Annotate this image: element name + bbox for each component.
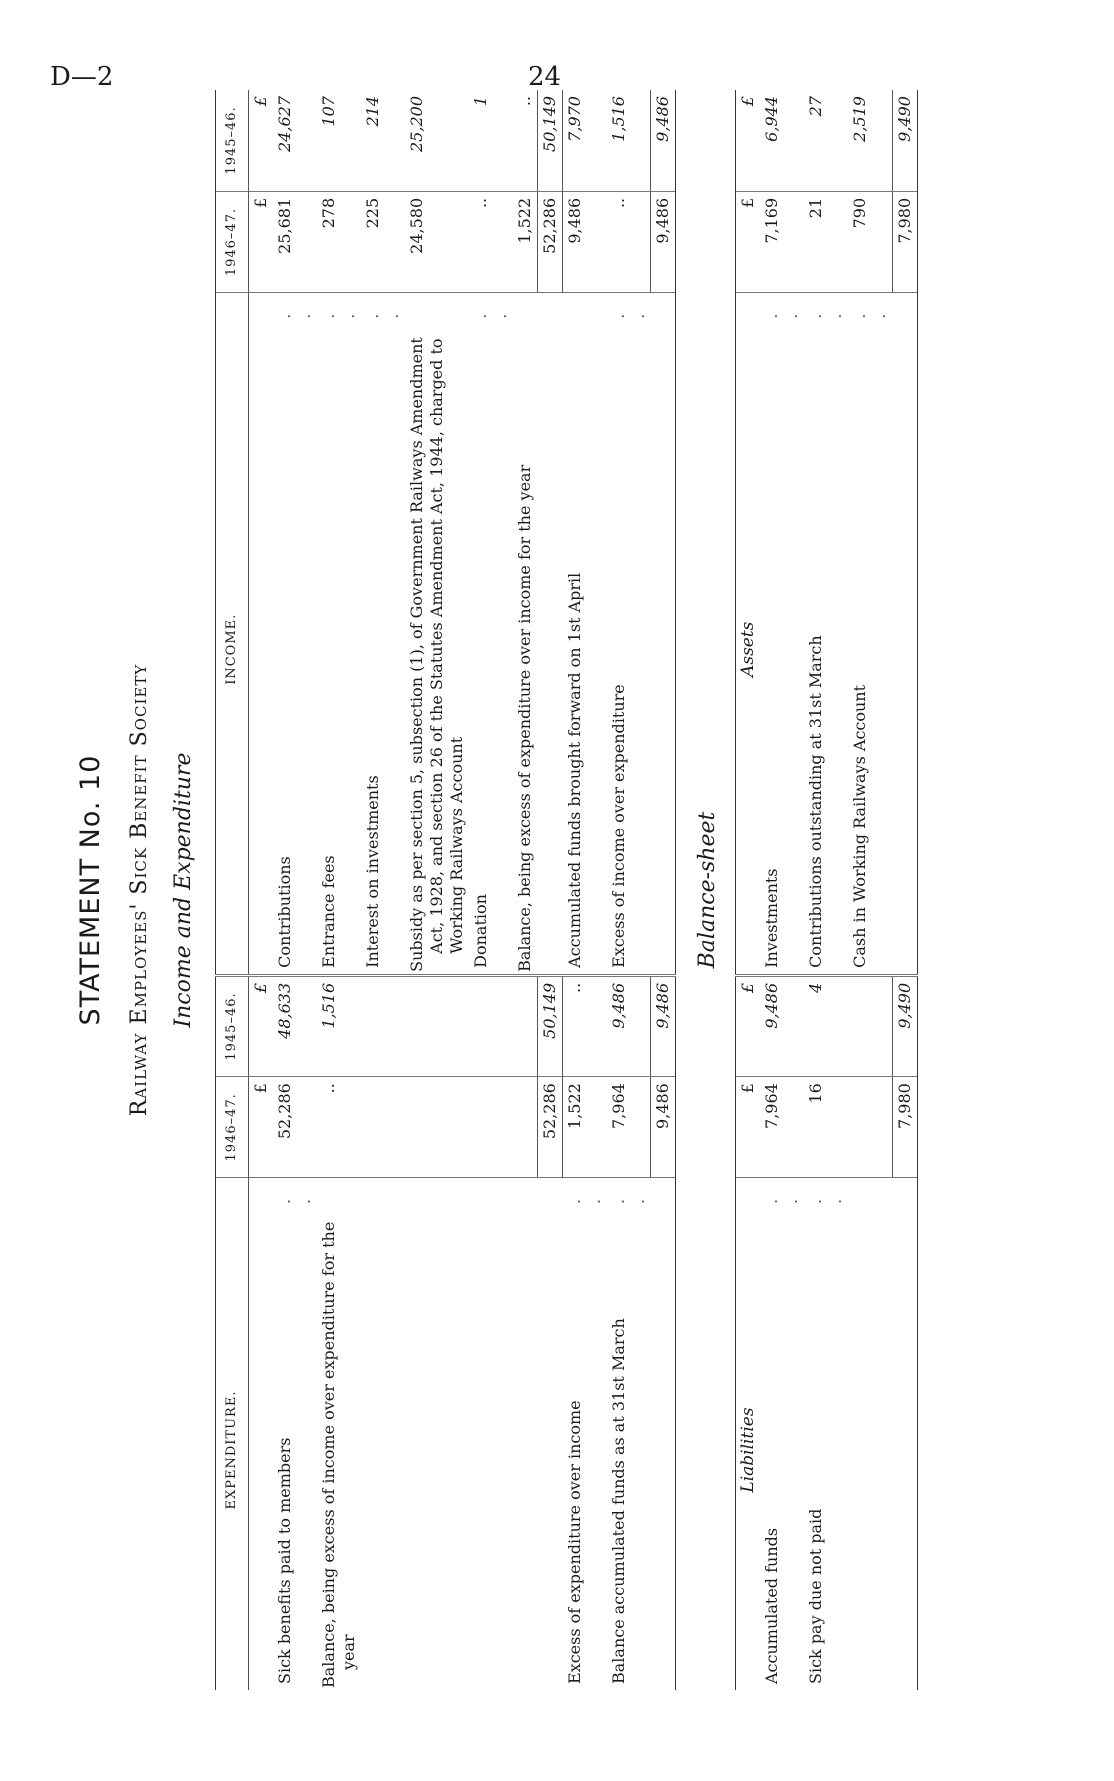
pound-sign: £ <box>736 1077 761 1178</box>
page-code: D—2 <box>50 62 114 92</box>
value-cell: 9,486 <box>760 975 804 1076</box>
total-value: 7,980 <box>892 191 917 292</box>
table-row: Excess of expenditure over income . . 1,522 .. Accumulated funds brought forward on 1st April 9,486 7,970 <box>563 90 607 1690</box>
value-cell: 16 <box>804 1077 848 1178</box>
row-label: Entrance fees <box>317 325 361 976</box>
subtotal-value: 50,149 <box>538 975 563 1076</box>
row-label: Subsidy as per section 5, subsection (1), of Government Railways Amendment Act, 1928, and section 26 of the Statutes Amendment Act, 1944, charged to Working Railways Account <box>405 325 469 976</box>
income-expenditure-subtitle: Income and Expenditure <box>171 752 196 1028</box>
pound-sign: £ <box>249 191 274 292</box>
assets-caption: Assets <box>736 325 761 976</box>
row-label: Interest on investments <box>361 325 405 976</box>
total-value: 9,490 <box>892 90 917 191</box>
row-label: Balance accumulated funds as at 31st March <box>608 1318 628 1684</box>
pound-sign: £ <box>736 90 761 191</box>
total-value: 9,486 <box>651 1077 676 1178</box>
table-header-row <box>216 90 249 1690</box>
value-cell: 107 <box>317 90 361 191</box>
page-number: 24 <box>528 62 562 92</box>
value-cell: .. <box>607 191 651 292</box>
value-cell: .. <box>563 975 607 1076</box>
value-cell: 225 <box>361 191 405 292</box>
year-header: 1945–46. <box>216 90 249 191</box>
total-value: 7,980 <box>892 1077 917 1178</box>
total-row <box>651 90 676 1690</box>
pound-sign: £ <box>249 1077 274 1178</box>
subtotal-value: 50,149 <box>538 90 563 191</box>
value-cell: 21 <box>804 191 848 292</box>
table-row: Donation . . .. 1 <box>469 90 513 1690</box>
table-row: Accumulated funds . . 7,964 9,486 Investments . . 7,169 6,944 <box>760 90 804 1690</box>
value-cell: .. <box>469 191 513 292</box>
value-cell: 9,486 <box>607 975 651 1076</box>
pound-sign-row <box>249 90 274 1690</box>
value-cell: 790 <box>848 191 892 292</box>
value-cell: 1,522 <box>563 1077 607 1178</box>
value-cell: 7,964 <box>760 1077 804 1178</box>
caption-row <box>736 90 761 1690</box>
total-value: 9,486 <box>651 975 676 1076</box>
row-label: Excess of expenditure over income <box>564 1400 584 1684</box>
value-cell: 1,516 <box>607 90 651 191</box>
row-label: Balance, being excess of expenditure over income for the year <box>513 325 538 976</box>
value-cell: 9,486 <box>563 191 607 292</box>
year-header: 1946–47. <box>216 191 249 292</box>
value-cell: .. <box>513 90 538 191</box>
table-row: Balance, being excess of income over expenditure for the year .. 1,516 Entrance fees . . 278 107 <box>317 90 361 1690</box>
subtotal-value: 52,286 <box>538 1077 563 1178</box>
row-label: Accumulated funds brought forward on 1st April <box>563 325 607 976</box>
total-value: 9,486 <box>651 191 676 292</box>
year-header: 1946–47. <box>216 1077 249 1178</box>
row-label: Donation <box>469 325 513 976</box>
table-row: Sick benefits paid to members . . 52,286 48,633 Contributions . . 25,681 24,627 <box>273 90 317 1690</box>
value-cell: 24,580 <box>405 191 469 292</box>
value-cell: 7,169 <box>760 191 804 292</box>
expenditure-header: EXPENDITURE. <box>216 1210 249 1690</box>
statement-title: STATEMENT No. 10 <box>75 754 106 1026</box>
value-cell: 27 <box>804 90 848 191</box>
subtotal-row <box>538 90 563 1690</box>
income-header: INCOME. <box>216 325 249 976</box>
row-label: Balance, being excess of income over expenditure for the year <box>319 1221 358 1688</box>
row-label: Contributions <box>273 325 317 976</box>
value-cell: 6,944 <box>760 90 804 191</box>
total-row <box>892 90 917 1690</box>
income-expenditure-table <box>215 90 676 1690</box>
value-cell: 7,970 <box>563 90 607 191</box>
liabilities-caption: Liabilities <box>736 1210 761 1690</box>
row-label: Sick benefits paid to members <box>275 1437 294 1684</box>
table-row: Cash in Working Railways Account . . 790 2,519 <box>848 90 892 1690</box>
value-cell: .. <box>317 1077 361 1178</box>
value-cell: 52,286 <box>273 1077 317 1178</box>
total-value: 9,486 <box>651 90 676 191</box>
value-cell: 4 <box>804 975 848 1076</box>
pound-sign: £ <box>249 90 274 191</box>
row-label: Accumulated funds <box>762 1527 781 1684</box>
value-cell: 25,200 <box>405 90 469 191</box>
value-cell: 7,964 <box>607 1077 651 1178</box>
pound-sign: £ <box>249 975 274 1076</box>
value-cell: 1,516 <box>317 975 361 1076</box>
value-cell: 1,522 <box>513 191 538 292</box>
table-row: Balance accumulated funds as at 31st March . . 7,964 9,486 Excess of income over expenditure . . .. 1,516 <box>607 90 651 1690</box>
pound-sign: £ <box>736 975 761 1076</box>
value-cell: 278 <box>317 191 361 292</box>
value-cell: 1 <box>469 90 513 191</box>
subtotal-value: 52,286 <box>538 191 563 292</box>
row-label: Investments <box>760 325 804 976</box>
balance-sheet-title: Balance-sheet <box>695 811 720 969</box>
total-value: 9,490 <box>892 975 917 1076</box>
value-cell: 25,681 <box>273 191 317 292</box>
row-label: Excess of income over expenditure <box>607 325 651 976</box>
value-cell: 214 <box>361 90 405 191</box>
society-name: Railway Employees' Sick Benefit Society <box>127 663 152 1117</box>
rotated-statement <box>65 90 1065 1690</box>
pound-sign: £ <box>736 191 761 292</box>
value-cell: 24,627 <box>273 90 317 191</box>
row-label: Cash in Working Railways Account <box>848 325 892 976</box>
row-label: Sick pay due not paid <box>806 1508 825 1684</box>
balance-sheet-table <box>735 90 918 1690</box>
table-row: Sick pay due not paid . . 16 4 Contributions outstanding at 31st March . . 21 27 <box>804 90 848 1690</box>
table-row: Interest on investments . . 225 214 <box>361 90 405 1690</box>
row-label: Contributions outstanding at 31st March <box>804 325 848 976</box>
value-cell: 2,519 <box>848 90 892 191</box>
year-header: 1945–46. <box>216 975 249 1076</box>
value-cell: 48,633 <box>273 975 317 1076</box>
